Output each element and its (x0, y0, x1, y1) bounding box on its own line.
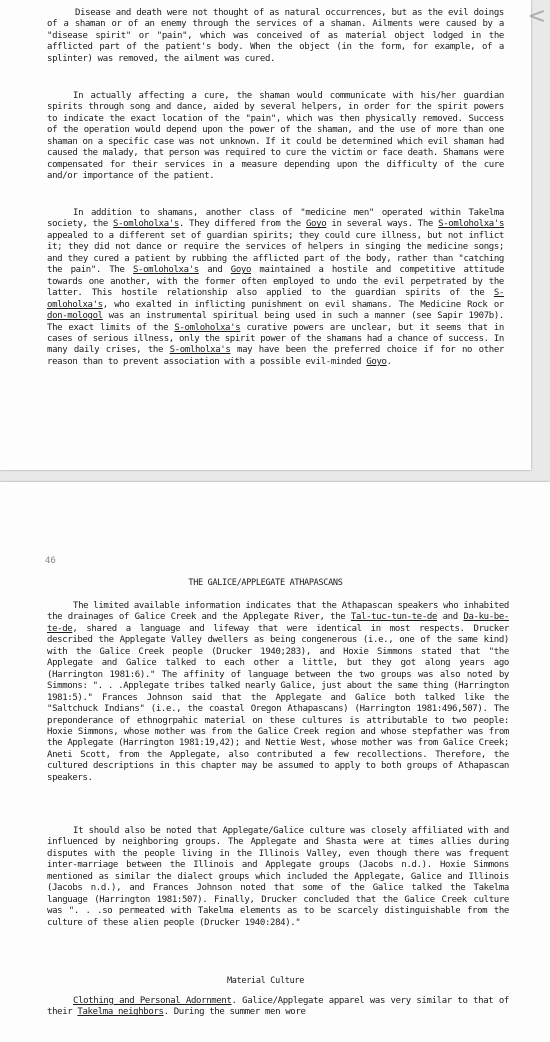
chevron-left-icon[interactable] (528, 6, 546, 28)
underlined-term: Goyo (366, 356, 387, 367)
paragraph-text: In actually affecting a cure, the shaman would communicate with his/her guardian spirits through song and dance, aided by several helpers, in order for the spirit powers to indicate the exact location of the "pain", which was then physically removed. Success of the operation would depend upon the power of the shaman, and the use of more than one shaman on a specific case was not unknown. If it could be determined which evil shaman had caused the malady, that person was required to cure the victim or face death. Shamans were compensated for their services in a measure depending upon the difficulty of the cure and/or importance of the patient. (47, 91, 504, 182)
underlined-term: S-omloholxa's (47, 288, 504, 310)
underlined-term: Tal-tuc-tun-te-de (350, 612, 438, 623)
underlined-term: S-omloholxa's (113, 219, 179, 230)
paragraph-athapascan-speakers (47, 601, 509, 784)
text-run: and (198, 265, 231, 276)
text-run: , who exalted in inflicting punishment on evil shamans. The Medicine Rock or (102, 299, 504, 310)
text-run: The limited available information indicates that the Athapascan speakers who inhabited the drainages of Galice Creek and the Applegate River, the (47, 601, 509, 623)
text-run: . (386, 356, 392, 367)
document-page-2 (0, 482, 550, 1042)
underlined-term: S-omloholxa's (132, 265, 199, 276)
text-run: . They differed from the (178, 219, 306, 230)
underlined-term: S-omloholxa's (438, 219, 505, 230)
paragraph-text: It should also be noted that Applegate/Galice culture was closely affiliated with and influenced by neighboring groups. The Applegate and Shasta were at times allies during disputes with the people living in the Illinois Valley, even though there was frequent inter-marriage between the Illinois and Applegate groups (Jacobs n.d.). Hoxie Simmons mentioned as similar the dialect groups which included the Applegate, Galice and Illinois (Jacobs n.d.), and Frances Johnson noted that some of the Galice talked the Takelma language (Harrington 1981:507). Finally, Drucker concluded that the Galice Creek culture was ". . .so permeated with Takelma elements as to be scarcely distinguishable from the culture of these alien people (Drucker 1940:284)." (47, 826, 509, 928)
underlined-term: don-mologol (47, 311, 103, 322)
text-run: In addition to shamans, another class of "medicine men" operated within Takelma society, the (47, 208, 504, 230)
underlined-term: Takelma neighbors (77, 1007, 164, 1018)
paragraph-disease-causes (47, 8, 504, 65)
document-page-1 (0, 0, 531, 470)
underlined-term: Clothing and Personal Adornment (73, 996, 232, 1006)
underlined-term: Goyo (230, 265, 252, 276)
text-run: maintained a hostile and competitive attitude towards one another, with the former often employed to undo the evil perpetrated by the latter. This hostile relationship also applied to the guardian spirits of the (47, 265, 505, 299)
underlined-term: S-omlholxa's (169, 345, 231, 356)
text-run: and (437, 612, 464, 623)
section-heading: THE GALICE/APPLEGATE ATHAPASCANS (188, 578, 343, 588)
page-number: 46 (45, 556, 56, 566)
text-run: appealed to a different set of guardian spirits; they could cure illness, but not inflict it; they did not dance or require the services of helpers in singing the medicine songs; and they cured a patient by rubbing the afflicted part of the body, rather than "catching the pain". The (47, 230, 504, 276)
text-run: . Galice/Applegate apparel was very similar to that of their (47, 996, 510, 1018)
text-run: . During the summer men wore (163, 1007, 306, 1018)
paragraph-text: Disease and death were not thought of as natural occurrences, but as the evil doings of a shaman or of an enemy through the services of a shaman. Ailments were caused by a "disease spirit" or "pain", which was conceived of as material object lodged in the afflicted part of the patient's body. When the object (in the form, for example, of a splinter) was removed, the ailment was cured. (47, 8, 504, 64)
back-glyph: < (527, 4, 546, 29)
subsection-heading: Material Culture (226, 976, 305, 986)
paragraph-shaman-cure (47, 91, 504, 183)
underlined-term: S-omloholxa's (174, 322, 241, 333)
underlined-term: Goyo (305, 219, 327, 230)
paragraph-medicine-men (47, 208, 504, 368)
text-run: , shared a language and lifeway that were identical in most respects. Drucker described the Applegate Valley dwellers as being congenerous (i.e., one of the same kind) with the Galice Creek people (Drucker 1940;283), and Hoxie Simmons stated that "the Applegate and Galice talked to each other a little, but they got along years ago (Harrington 1981:6)." The affinity of language between the two groups was also noted by Simmons: ". . .Applegate tribes talked nearly Galice, just about the same thing (Harrington 1981:5)." Frances Johnson said that the Applegate and Galice both talked like the "Saltchuck Indians" (i.e., the coastal Oregon Athapascans) (Harrington 1981:496,507). The preponderance of ethnogrpahic material on these cultures is attributable to two people: Hoxie Simmons, whose mother was from the Galice Creek region and whose stepfather was from the Applegate (Harrington 1981:19,42); and Nettie West, whose mother was from Galice Creek; Aneti Scott, from the Applegate, also contributed a few recollections. Therefore, the cultured descriptions in this chapter may be assumed to apply to both groups of Athapascan speakers. (47, 623, 509, 783)
text-run: in several ways. The (326, 219, 439, 230)
paragraph-neighboring-groups (47, 826, 509, 929)
underlined-term: Da-ku-be-te-de (47, 612, 509, 634)
text-run: was an instrumental spiritual being used in such a manner (see Sapir 1907b). The exact limits of the (47, 311, 504, 333)
text-run: curative powers are unclear, but it seems that in cases of serious illness, only the spirit power of the shamans had a chance of success. In many daily crises, the (47, 322, 504, 356)
paragraph-clothing (47, 996, 509, 1019)
text-run: may have been the preferred choice if for no other reason than to prevent association with a possible evil-minded (47, 345, 504, 367)
